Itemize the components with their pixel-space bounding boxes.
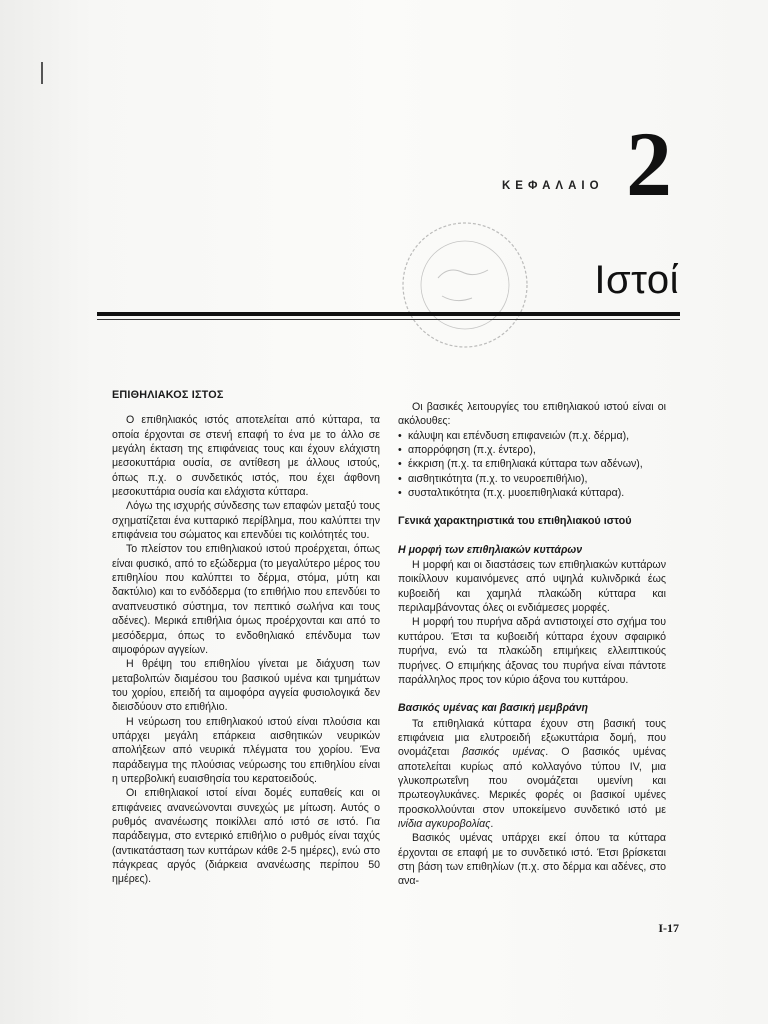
title-rule-thick — [97, 312, 680, 316]
paragraph: Ο επιθηλιακός ιστός αποτελείται από κύτταρα, τα οποία έρχονται σε στενή επαφή το ένα με το άλλο σε μεγάλη έκταση της επιφάνειας τους και έχουν ελάχιστη μεσοκυττάρια ουσία, σε αντίθεση με άλλους ιστούς, όπως π.χ. ο συνδετικός ιστός, που έχει άφθονη μεσοκυττάρια ουσία και ελάχιστα κύτταρα. — [112, 414, 380, 499]
title-rule-thin — [97, 319, 680, 320]
chapter-label: ΚΕΦΑΛΑΙΟ — [502, 180, 604, 192]
paragraph — [398, 717, 666, 832]
paragraph: Το πλείστον του επιθηλιακού ιστού προέρχεται, όπως είναι φυσικό, από το εξώδερμα (το μεγαλύτερο μέρος του επιθηλίου που καλύπτει το δέρμα, στόμα, μύτη και δακτύλιο) και το ενδόδερμα (το επιθήλιο που επενδύει το αναπνευστικό σύστημα, τον πεπτικό σωλήνα και τους αδένες). Μερικά επιθήλια όμως προέρχονται και από το μεσόδερμα, όπως το ενδοθηλιακό επένδυμα των αιμοφόρων αγγείων. — [112, 543, 380, 656]
scan-mark — [41, 62, 43, 84]
section-heading: ΕΠΙΘΗΛΙΑΚΟΣ ΙΣΤΟΣ — [112, 389, 224, 401]
paragraph: Βασικός υμένας υπάρχει εκεί όπου τα κύτταρα έρχονται σε επαφή με το συνδετικό ιστό. Έτσι βρίσκεται στη βάση των επιθηλίων (π.χ. στο δέρμα και αδένες, στο ανα- — [398, 832, 666, 888]
emphasis-term: βασικός υμένας — [462, 746, 546, 759]
paragraph: Η θρέψη του επιθηλίου γίνεται με διάχυση των μεταβολιτών διαμέσου του βασικού υμένα και τμημάτων του χορίου, επειδή τα αιμοφόρα αγγεία φυσιολογικά δεν διεισδύουν στο επιθήλιο. — [112, 658, 380, 714]
paragraph: Οι επιθηλιακοί ιστοί είναι δομές ευπαθείς και οι επιφάνειες ανανεώνονται συνεχώς με μίτωση. Αυτός ο ρυθμός ανανέωσης ποικίλλει από ιστό σε ιστό. Για παράδειγμα, στο εντερικό επιθήλιο ο ρυθμός είναι ταχύς (αντικατάσταση των κυττάρων κάθε 2-5 ημέρες), ενώ στο πάγκρεας αργός (διάρκεια ανανέωσης περίπου 50 ημέρες). — [112, 787, 380, 886]
paragraph: Η νεύρωση του επιθηλιακού ιστού είναι πλούσια και υπάρχει μεγάλη επάρκεια αισθητικών νευρικών απολήξεων από νευρικά πλέγματα του χορίου. Ένα παράδειγμα της πλούσιας νεύρωσης του επιθηλίου είναι η υπερβολική ευαισθησία του κερατοειδούς. — [112, 715, 380, 785]
functions-list — [398, 429, 666, 501]
page-number: I-17 — [658, 921, 679, 935]
text-run: . — [490, 817, 494, 830]
list-item: • κάλυψη και επένδυση επιφανειών (π.χ. δέρμα), — [398, 429, 666, 443]
subsection-title: Βασικός υμένας και βασική μεμβράνη — [398, 702, 588, 715]
list-item: • αισθητικότητα (π.χ. το νευροεπιθήλιο), — [398, 472, 666, 486]
library-stamp — [398, 218, 532, 352]
list-item: • απορρόφηση (π.χ. έντερο), — [398, 443, 666, 457]
text-run: Τα επιθηλιακά κύτταρα έχουν στη βασική τους επιφάνεια μια ελυτροειδή εξωκυττάρια δομή, που ονομάζεται — [398, 717, 666, 759]
left-column — [112, 388, 380, 887]
right-column — [398, 400, 666, 889]
chapter-number: 2 — [626, 113, 672, 215]
list-item: • συσταλτικότητα (π.χ. μυοεπιθηλιακά κύτταρα). — [398, 486, 666, 500]
paragraph: Λόγω της ισχυρής σύνδεσης των επαφών μεταξύ τους σχηματίζεται ένα κυτταρικό περίβλημα, που καλύπτει την επιφάνεια του σώματος και επενδύει τις κοιλότητές του. — [112, 500, 380, 542]
paragraph: Η μορφή του πυρήνα αδρά αντιστοιχεί στο σχήμα του κυττάρου. Έτσι τα κυβοειδή κύτταρα έχουν σφαιρικό πυρήνα, ενώ τα πλακώδη επιμήκεις ελλειπτικούς πυρήνες. Ο επιμήκης άξονας του πυρήνα είναι πάντοτε παράλληλος προς τον κύριο άξονα του κυττάρου. — [398, 616, 666, 686]
paragraph: Η μορφή και οι διαστάσεις των επιθηλιακών κυττάρων ποικίλλουν κυμαινόμενες από υψηλά κυλινδρικά έως κυβοειδή και χαμηλά πλακώδη κύτταρα και περιλαμβάνοντας όλες οι ενδιάμεσες μορφές. — [398, 559, 666, 615]
subsection-heading: Γενικά χαρακτηριστικά του επιθηλιακού ιστού — [398, 515, 632, 528]
text-run: . Ο βασικός υμένας αποτελείται κυρίως από κολλαγόνο τύπου IV, μια γλυκοπρωτεΐνη που ονομάζεται υμενίνη και πρωτεογλυκάνες. Μερικές φορές οι βασικοί υμένες προσκολλούνται στον υποκείμενο συνδετικό ιστό με — [398, 746, 666, 816]
subsection-title: Η μορφή των επιθηλιακών κυττάρων — [398, 543, 583, 556]
paragraph: Οι βασικές λειτουργίες του επιθηλιακού ιστού είναι οι ακόλουθες: — [398, 401, 666, 428]
chapter-title: Ιστοί — [594, 258, 679, 302]
emphasis-term: ινίδια αγκυροβολίας — [398, 817, 491, 830]
list-item: • έκκριση (π.χ. τα επιθηλιακά κύτταρα των αδένων), — [398, 457, 666, 471]
